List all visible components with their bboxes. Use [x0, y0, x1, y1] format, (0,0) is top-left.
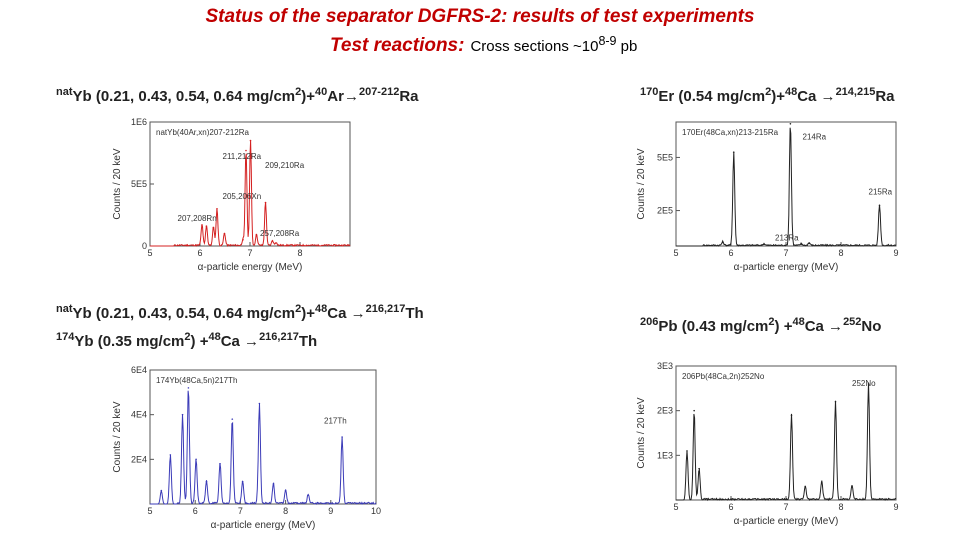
subtitle: [330, 34, 637, 57]
peak-point: [250, 140, 252, 142]
peak-point: [273, 483, 275, 485]
y-tick-label: 1E3: [656, 450, 673, 461]
peak-point: [242, 481, 244, 483]
x-tick-label: 8: [838, 502, 844, 512]
x-tick-label: 7: [783, 502, 789, 512]
subtitle-text: Cross sections ~10$^{8-9}$ pb: [470, 34, 638, 55]
peak-point: [801, 243, 803, 245]
peak-point: [851, 486, 853, 488]
y-axis-title: Counts / 20 keV: [636, 397, 647, 469]
plot-frame: [676, 122, 896, 246]
inset-title: 174Yb(48Ca,5n)217Th: [156, 376, 238, 385]
spectrum-svg: [108, 116, 358, 276]
y-tick-label: 5E5: [130, 179, 147, 189]
peak-annotation: 205,206Xn: [222, 191, 262, 201]
peak-point: [791, 414, 793, 416]
spectrum-svg: [632, 116, 904, 276]
peak-point: [188, 387, 190, 389]
peak-point: [206, 481, 208, 483]
peak-point: [790, 123, 792, 125]
spectrum-svg: [108, 364, 384, 534]
x-tick-label: 9: [893, 502, 899, 512]
peak-point: [804, 486, 806, 488]
peak-point: [285, 490, 287, 492]
y-tick-label: 5E5: [656, 152, 673, 163]
peak-point: [808, 243, 810, 245]
peak-point: [722, 242, 724, 244]
inset-title: 170Er(48Ca,xn)213-215Ra: [682, 128, 779, 137]
x-tick-label: 6: [728, 248, 734, 258]
peak-point: [341, 436, 343, 438]
peak-annotation: 215Ra: [868, 187, 893, 197]
x-tick-label: 8: [297, 248, 303, 258]
reaction-label-1: $^{nat}$Yb (0.21, 0.43, 0.54, 0.64 $mg/cm^2)+^{40}Ar\to^{207-212}Ra$: [56, 86, 419, 105]
x-tick-label: 8: [838, 248, 844, 258]
x-tick-label: 7: [237, 506, 243, 516]
peak-annotation: 209,210Ra: [265, 160, 305, 170]
peak-point: [195, 459, 197, 461]
peak-point: [693, 410, 695, 412]
peak-point: [879, 204, 881, 206]
peak-point: [206, 225, 208, 227]
peak-point: [219, 463, 221, 465]
subtitle-label: Test reactions:: [330, 35, 465, 56]
peak-annotation: 217Th: [324, 416, 347, 426]
reaction-label-5: $^{206}$Pb (0.43 $mg/cm^2) +^{48}Ca \to^{252}No$: [640, 316, 882, 335]
peak-point: [201, 224, 203, 226]
peak-point: [161, 490, 163, 492]
spectrum-trace: [150, 391, 376, 504]
x-tick-label: 7: [247, 248, 253, 258]
reaction-label-4: $^{174}$Yb (0.35 $mg/cm^2) +^{48}Ca \to^{216,217}Th$: [56, 331, 318, 350]
x-tick-label: 7: [783, 248, 789, 258]
peak-annotation: 252No: [852, 379, 876, 389]
x-axis-title: α-particle energy (MeV): [733, 262, 839, 273]
peak-point: [698, 468, 700, 470]
peak-point: [733, 151, 735, 153]
y-tick-label: 1E6: [130, 117, 147, 127]
x-axis-title: α-particle energy (MeV): [197, 262, 303, 273]
y-tick-label: 4E4: [130, 409, 147, 420]
inset-title: 206Pb(48Ca,2n)252No: [682, 372, 765, 381]
spectrum-chart-206Pb-48Ca: [632, 360, 904, 530]
peak-point: [242, 239, 244, 241]
y-tick-label: 2E5: [656, 205, 673, 216]
x-tick-label: 10: [370, 506, 382, 516]
peak-annotation: 211,212Ra: [222, 152, 262, 162]
spectrum-chart-170Er-48Ca: [632, 116, 904, 276]
spectrum-chart-174Yb-48Ca: [108, 364, 384, 534]
spectrum-trace: [676, 128, 896, 246]
peak-point: [272, 240, 274, 242]
peak-annotation: 213Ra: [775, 233, 799, 243]
peak-annotation: 214Ra: [802, 132, 827, 142]
x-tick-label: 5: [147, 248, 153, 258]
peak-point: [224, 233, 226, 235]
y-tick-label: 3E3: [656, 361, 673, 371]
x-tick-label: 5: [673, 502, 679, 512]
peak-point: [213, 227, 215, 229]
y-tick-label: 2E3: [656, 405, 673, 416]
x-tick-label: 5: [147, 506, 153, 516]
spectrum-trace: [676, 383, 896, 501]
spectrum-chart-natYb-40Ar: [108, 116, 358, 276]
peak-point: [265, 202, 267, 204]
peak-point: [245, 150, 247, 152]
peak-point: [256, 234, 258, 236]
y-tick-label: 0: [141, 241, 147, 251]
y-axis-title: Counts / 20 keV: [636, 148, 647, 220]
spectrum-svg: [632, 360, 904, 530]
y-tick-label: 2E4: [130, 454, 147, 465]
reaction-label-3: $^{nat}$Yb (0.21, 0.43, 0.54, 0.64 $mg/cm^2)+^{48}Ca \to^{216,217}Th$: [56, 303, 424, 322]
peak-annotation: 257,208Ra: [260, 229, 300, 239]
peak-point: [821, 481, 823, 483]
peak-point: [259, 403, 261, 405]
x-tick-label: 6: [728, 502, 734, 512]
subtitle-exponent: 8-9: [598, 34, 617, 48]
peak-point: [275, 242, 277, 244]
peak-annotation: 207,208Rn: [177, 214, 217, 224]
inset-title: natYb(40Ar,xn)207-212Ra: [156, 128, 249, 137]
peak-point: [231, 418, 233, 420]
x-tick-label: 9: [328, 506, 334, 516]
x-tick-label: 5: [673, 248, 679, 258]
x-tick-label: 6: [197, 248, 203, 258]
peak-point: [686, 450, 688, 452]
x-tick-label: 8: [283, 506, 289, 516]
y-axis-title: Counts / 20 keV: [112, 401, 123, 473]
peak-point: [216, 208, 218, 210]
peak-point: [182, 414, 184, 416]
peak-point: [763, 243, 765, 245]
x-tick-label: 9: [893, 248, 899, 258]
x-axis-title: α-particle energy (MeV): [210, 520, 316, 531]
peak-point: [307, 494, 309, 496]
y-axis-title: Counts / 20 keV: [112, 148, 123, 220]
x-axis-title: α-particle energy (MeV): [733, 516, 839, 527]
peak-point: [170, 454, 172, 456]
peak-point: [835, 401, 837, 403]
y-tick-label: 6E4: [130, 365, 147, 375]
reaction-label-2: $^{170}$Er (0.54 $mg/cm^2)+^{48}Ca \to^{214,215}Ra$: [640, 86, 895, 105]
slide-title: Status of the separator DGFRS-2: results of test experiments: [205, 6, 755, 27]
x-tick-label: 6: [192, 506, 198, 516]
